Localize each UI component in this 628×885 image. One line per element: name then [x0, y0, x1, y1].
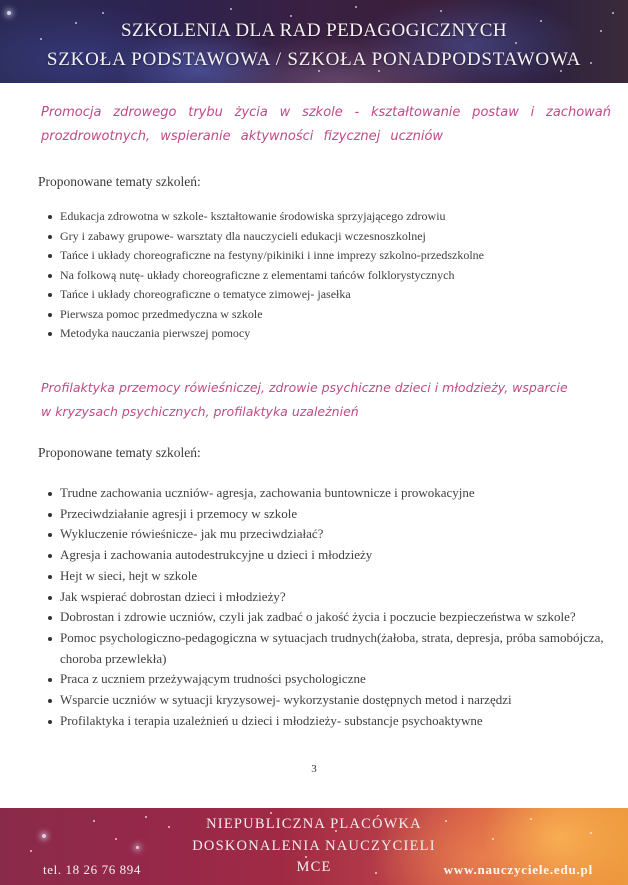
list-item: Pomoc psychologiczno-pedagogiczna w sytuacjach trudnych(żałoba, strata, depresja, próba samobójcza, choroba przewlekła) — [48, 628, 623, 669]
footer-org-line1: NIEPUBLICZNA PLACÓWKA — [206, 816, 422, 832]
header-title-line1: SZKOLENIA DLA RAD PEDAGOGICZNYCH — [121, 20, 507, 41]
list-item: Wykluczenie rówieśnicze- jak mu przeciwdziałać? — [48, 524, 623, 545]
page-number: 3 — [311, 763, 317, 775]
list-item: Wsparcie uczniów w sytuacji kryzysowej- wykorzystanie dostępnych metod i narzędzi — [48, 690, 623, 711]
list-item: Przeciwdziałanie agresji i przemocy w szkole — [48, 504, 623, 525]
page-footer-banner — [0, 808, 628, 885]
header-title-line2: SZKOŁA PODSTAWOWA / SZKOŁA PONADPODSTAWOWA — [46, 49, 582, 70]
section-title-prevention-line2: w kryzysach psychicznych, profilaktyka uzależnień — [41, 404, 359, 419]
list-item: Gry i zabawy grupowe- warsztaty dla nauczycieli edukacji wczesnoszkolnej — [48, 227, 608, 247]
list-item: Praca z uczniem przeżywającym trudności psychologiczne — [48, 669, 623, 690]
list-item: Edukacja zdrowotna w szkole- kształtowanie środowiska sprzyjającego zdrowiu — [48, 207, 608, 227]
list-item: Dobrostan i zdrowie uczniów, czyli jak zadbać o jakość życia i poczucie bezpieczeństwa w szkole? — [48, 607, 623, 628]
list-item: Na folkową nutę- układy choreograficzne z elementami tańców folklorystycznych — [48, 266, 608, 286]
section-subheading-health: Proponowane tematy szkoleń: — [38, 174, 201, 189]
list-item: Trudne zachowania uczniów- agresja, zachowania buntownicze i prowokacyjne — [48, 483, 623, 504]
list-item: Jak wspierać dobrostan dzieci i młodzieży? — [48, 587, 623, 608]
list-item: Hejt w sieci, hejt w szkole — [48, 566, 623, 587]
topics-list-health — [48, 207, 608, 344]
list-item: Pierwsza pomoc przedmedyczna w szkole — [48, 305, 608, 325]
section-title-prevention — [41, 376, 611, 424]
topics-list-prevention — [48, 483, 623, 731]
list-item: Agresja i zachowania autodestrukcyjne u dzieci i młodzieży — [48, 545, 623, 566]
footer-website-link[interactable]: www.nauczyciele.edu.pl — [443, 862, 593, 877]
footer-org-line3: MCE — [296, 859, 332, 875]
section-subheading-prevention: Proponowane tematy szkoleń: — [38, 445, 201, 460]
footer-phone: tel. 18 26 76 894 — [43, 862, 141, 877]
page-header-banner — [0, 0, 628, 83]
list-item: Profilaktyka i terapia uzależnień u dzieci i młodzieży- substancje psychoaktywne — [48, 711, 623, 732]
section-title-prevention-line1: Profilaktyka przemocy rówieśniczej, zdrowie psychiczne dzieci i młodzieży, wsparcie — [41, 380, 568, 395]
section-title-health: Promocja zdrowego trybu życia w szkole - kształtowanie postaw i zachowań prozdrowotnych, wspieranie aktywności fizycznej uczniów — [41, 105, 611, 144]
list-item: Tańce i układy choreograficzne na festyny/pikiniki i inne imprezy szkolno-przedszkolne — [48, 246, 608, 266]
list-item: Metodyka nauczania pierwszej pomocy — [48, 324, 608, 344]
list-item: Tańce i układy choreograficzne o tematyce zimowej- jasełka — [48, 285, 608, 305]
footer-org-line2: DOSKONALENIA NAUCZYCIELI — [192, 837, 436, 854]
